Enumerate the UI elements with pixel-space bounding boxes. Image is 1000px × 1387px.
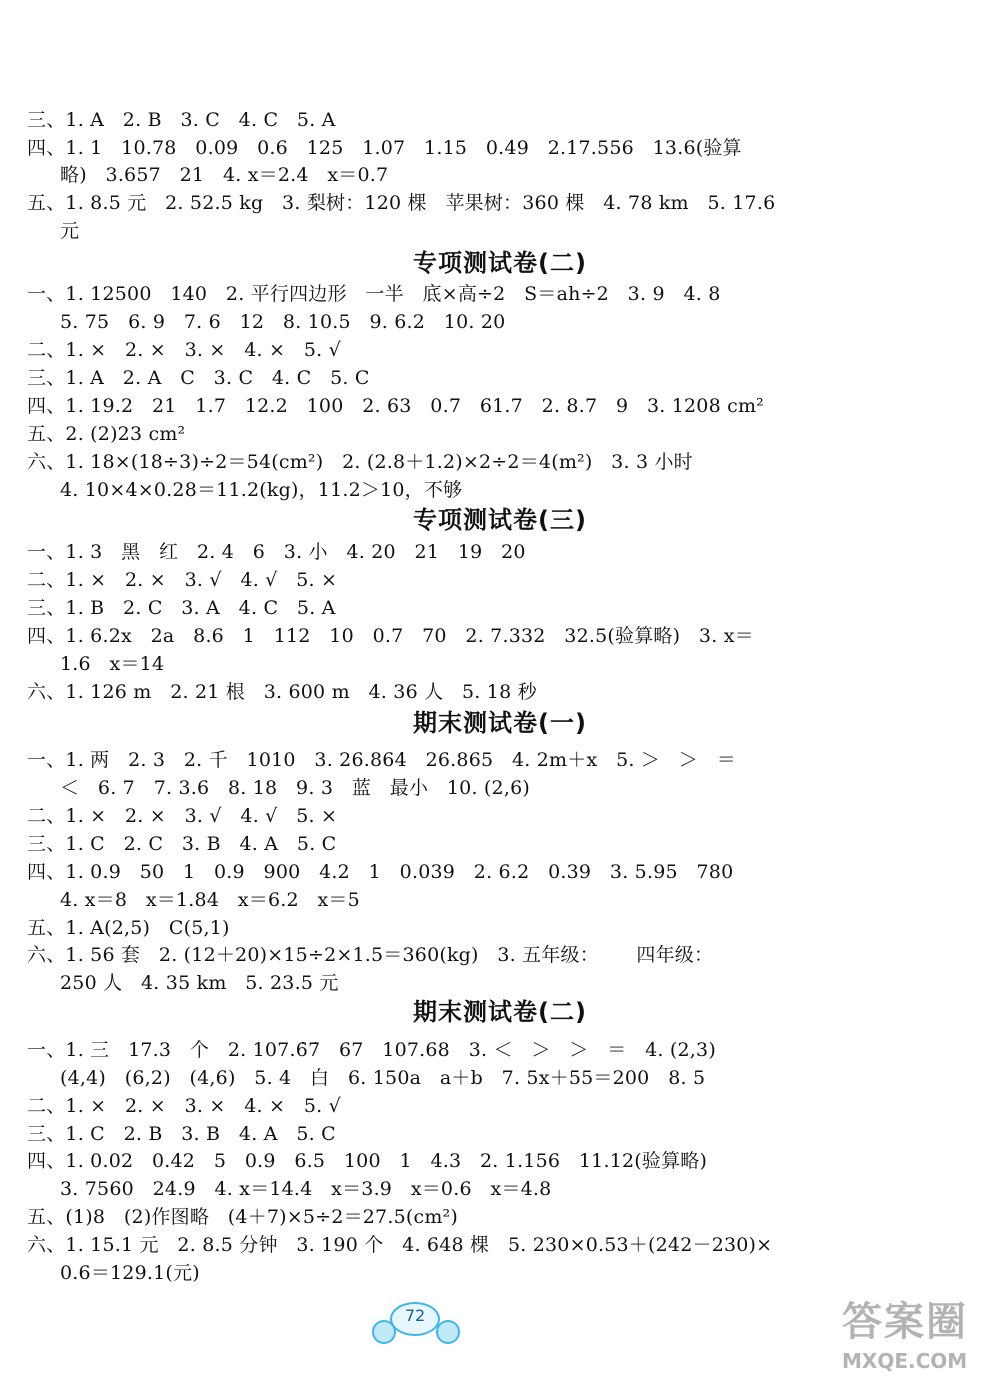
answer-line: 略) 3.657 21 4. x＝2.4 x＝0.7 — [60, 164, 389, 186]
answer-line: (4,4) (6,2) (4,6) 5. 4 白 6. 150a a＋b 7. 5x＋55＝200 8. 5 — [60, 1067, 706, 1089]
answer-line: 四、1. 0.9 50 1 0.9 900 4.2 1 0.039 2. 6.2 0.39 3. 5.95 780 — [27, 861, 734, 883]
answer-line: 一、1. 12500 140 2. 平行四边形 一半 底×高÷2 S＝ah÷2 3. 9 4. 8 — [27, 283, 721, 305]
answer-line: 六、1. 15.1 元 2. 8.5 分钟 3. 190 个 4. 648 棵 5. 230×0.53＋(242－230)× — [27, 1234, 773, 1256]
answer-line: 一、1. 三 17.3 个 2. 107.6̇7̇ 67 107.68 3. ＜ ＞ ＞ ＝ 4. (2,3) — [27, 1039, 716, 1061]
section-heading: 期末测试卷(一) — [413, 709, 587, 737]
answer-line: 六、1. 18×(18÷3)÷2＝54(cm²) 2. (2.8＋1.2)×2÷2＝4(m²) 3. 3 小时 — [27, 451, 693, 473]
answer-line: 四、1. 1 10.78 0.09 0.6 125 1.07 1.15 0.49 2.17.556 13.6(验算 — [27, 137, 742, 159]
answer-line: 二、1. × 2. × 3. × 4. × 5. √ — [27, 1095, 341, 1117]
answer-line: 1.6 x＝14 — [60, 653, 165, 675]
answer-line: 五、1. 8.5 元 2. 52.5 kg 3. 梨树：120 棵 苹果树：360 棵 4. 78 km 5. 17.6 — [27, 192, 776, 214]
answer-line: 六、1. 126 m 2. 21 根 3. 600 m 4. 36 人 5. 18 秒 — [27, 681, 537, 703]
answer-line: ＜ 6. 7 7. 3.6 8. 18 9. 3 蓝 最小 10. (2,6) — [60, 777, 530, 799]
section-heading: 专项测试卷(三) — [413, 506, 587, 534]
watermark-logo — [842, 1290, 992, 1380]
answer-line: 五、(1)8 (2)作图略 (4＋7)×5÷2＝27.5(cm²) — [27, 1206, 458, 1228]
answer-line: 250 人 4. 35 km 5. 23.5 元 — [60, 972, 339, 994]
answer-line: 三、1. A 2. A C 3. C 4. C 5. C — [27, 367, 370, 389]
page-number: 72 — [404, 1306, 426, 1325]
page-number-badge — [372, 1298, 458, 1344]
answer-line: 一、1. 3 黑 红 2. 4 6 3. 小 4. 20 21 19 20 — [27, 541, 526, 563]
answer-line: 4. 10×4×0.28＝11.2(kg)，11.2＞10，不够 — [60, 479, 463, 501]
answer-line: 三、1. C 2. B 3. B 4. A 5. C — [27, 1123, 336, 1145]
answer-line: 二、1. × 2. × 3. √ 4. √ 5. × — [27, 569, 338, 591]
watermark-url: MXQE.COM — [842, 1349, 968, 1373]
answer-line: 二、1. × 2. × 3. √ 4. √ 5. × — [27, 805, 338, 827]
section-heading: 期末测试卷(二) — [413, 998, 587, 1026]
answer-line: 五、1. A(2,5) C(5,1) — [27, 917, 230, 939]
answer-line: 五、2. (2)23 cm² — [27, 423, 186, 445]
answer-line: 四、1. 0.02 0.42 5 0.9 6.5 100 1 4.3 2. 1.156 11.12(验算略) — [27, 1150, 708, 1172]
answer-line: 四、1. 19.2 21 1.7 12.2 100 2. 63 0.7 61.7 2. 8.7 9 3. 1208 cm² — [27, 395, 764, 417]
watermark-mark: 答案圈 — [842, 1299, 968, 1345]
answer-line: 0.6＝129.1(元) — [60, 1262, 200, 1284]
answer-line: 六、1. 56 套 2. (12＋20)×15÷2×1.5＝360(kg) 3. 五年级： 四年级： — [27, 944, 714, 966]
answer-line: 三、1. C 2. C 3. B 4. A 5. C — [27, 833, 337, 855]
answer-line: 四、1. 6.2x 2a 8.6 1 112 10 0.7 70 2. 7.332 32.5(验算略) 3. x＝ — [27, 625, 754, 647]
answer-line: 三、1. B 2. C 3. A 4. C 5. A — [27, 597, 336, 619]
answer-line: 3. 7560 24.9 4. x＝14.4 x＝3.9 x＝0.6 x＝4.8 — [60, 1178, 552, 1200]
answer-line: 一、1. 两 2. 3 2. 千 1010 3. 26.864̇ 26.865 4. 2m＋x 5. ＞ ＞ ＝ — [27, 749, 736, 771]
answer-line: 元 — [60, 220, 80, 242]
answer-line: 5. 75 6. 9 7. 6 12 8. 10.5 9. 6.2 10. 20 — [60, 311, 506, 333]
section-heading: 专项测试卷(二) — [413, 249, 587, 277]
answer-line: 二、1. × 2. × 3. × 4. × 5. √ — [27, 339, 341, 361]
answer-line: 三、1. A 2. B 3. C 4. C 5. A — [27, 109, 336, 131]
answer-line: 4. x＝8 x＝1.84 x＝6.2 x＝5 — [60, 889, 360, 911]
